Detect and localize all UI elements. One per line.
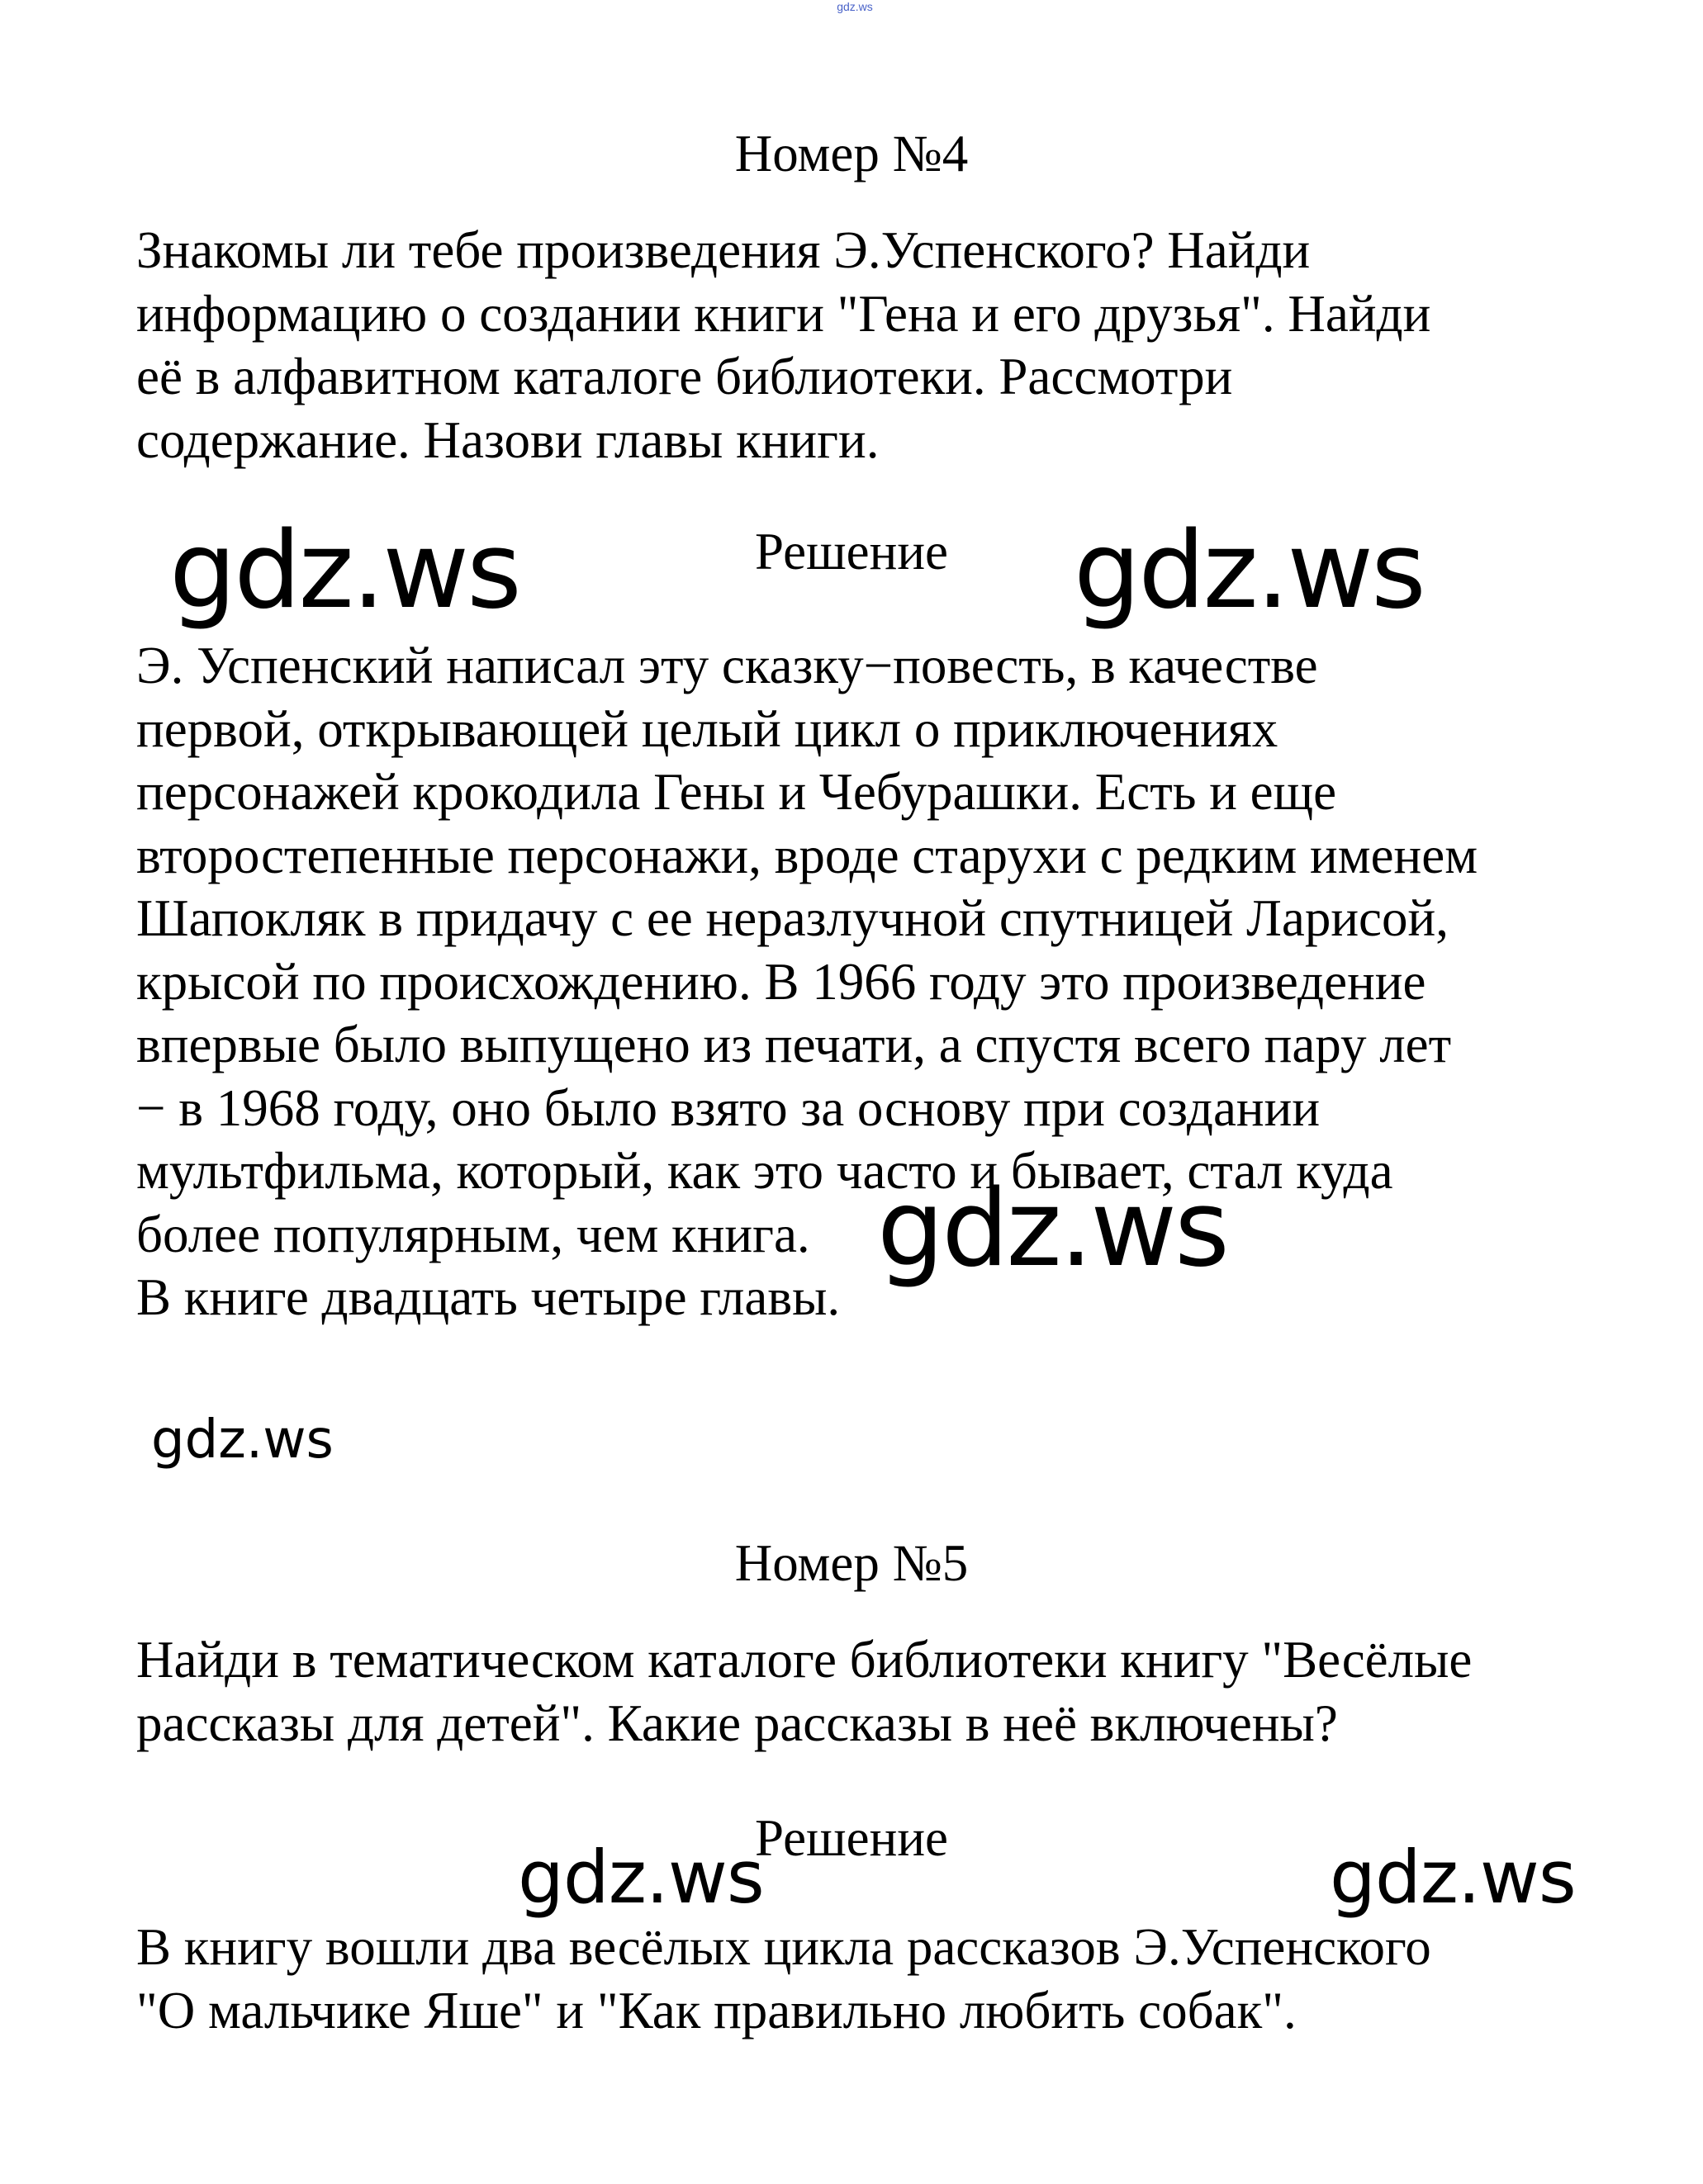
- task4-answer-line: крысой по происхождению. В 1966 году это произведение: [136, 952, 1426, 1011]
- task5-solution-label: Решение: [754, 1809, 949, 1867]
- watermark-logo: gdz.ws: [1330, 1835, 1576, 1920]
- task5-title: Номер №5: [734, 1534, 969, 1592]
- task4-answer-line: второстепенные персонажи, вроде старухи с редким именем: [136, 826, 1478, 884]
- task4-solution-label: Решение: [754, 523, 949, 580]
- watermark-logo: gdz.ws: [877, 1168, 1227, 1291]
- task4-answer-line: первой, открывающей целый цикл о приключениях: [136, 699, 1278, 758]
- task4-answer-line: Шапокляк в придачу с ее неразлучной спутницей Ларисой,: [136, 889, 1449, 947]
- watermark-logo: gdz.ws: [151, 1409, 334, 1471]
- task4-answer-line: более популярным, чем книга.: [136, 1205, 810, 1263]
- task5-question-line: Найди в тематическом каталоге библиотеки книгу "Весёлые: [136, 1631, 1473, 1689]
- task4-question-line: её в алфавитном каталоге библиотеки. Рассмотри: [136, 348, 1233, 405]
- task4-question-line: содержание. Назови главы книги.: [136, 410, 880, 469]
- task4-question: [136, 219, 1623, 471]
- task4-answer-line: Э. Успенский написал эту сказку−повесть, в качестве: [136, 637, 1318, 694]
- task5-answer-line: В книгу вошли два весёлых цикла рассказов Э.Успенского: [136, 1918, 1431, 1976]
- task4-title: Номер №4: [734, 125, 969, 182]
- task4-question-line: информацию о создании книги "Гена и его друзья". Найди: [136, 284, 1431, 343]
- watermark-logo: gdz.ws: [1074, 509, 1424, 632]
- task4-question-line: Знакомы ли тебе произведения Э.Успенского? Найди: [136, 221, 1311, 279]
- task4-answer-line: − в 1968 году, оно было взято за основу при создании: [136, 1078, 1321, 1137]
- task5-question: [136, 1628, 1623, 1755]
- task5-answer: [136, 1916, 1623, 2042]
- task4-answer-line: персонажей крокодила Гены и Чебурашки. Есть и еще: [136, 763, 1337, 821]
- watermark-logo: gdz.ws: [518, 1835, 764, 1920]
- task5-answer-line: "О мальчике Яше" и "Как правильно любить собак".: [136, 1981, 1297, 2040]
- task4-answer-line: впервые было выпущено из печати, а спустя всего пару лет: [136, 1016, 1452, 1073]
- task4-answer-line: мультфильма, который, как это часто и бывает, стал куда: [136, 1142, 1393, 1200]
- top-watermark: gdz.ws: [837, 0, 873, 13]
- task4-answer-line: В книге двадцать четыре главы.: [136, 1268, 841, 1326]
- task5-question-line: рассказы для детей". Какие рассказы в неё включены?: [136, 1694, 1338, 1752]
- watermark-logo: gdz.ws: [169, 509, 519, 632]
